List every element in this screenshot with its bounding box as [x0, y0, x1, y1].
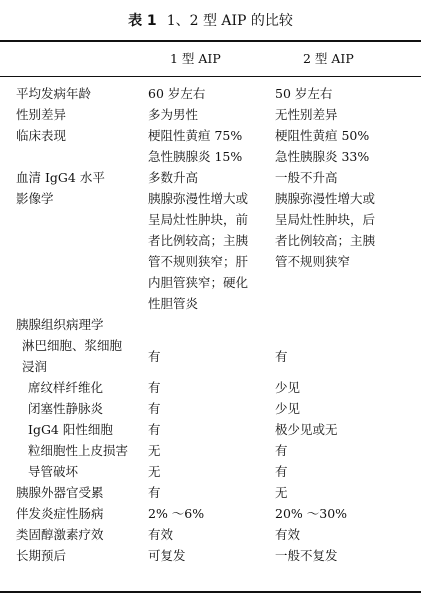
type2-value: 一般不升高: [275, 170, 338, 185]
type2-value-line: 者比例较高；主胰: [275, 233, 376, 248]
table-row: [0, 440, 421, 461]
type2-value: 一般不复发: [275, 548, 338, 563]
type1-value: 有: [148, 422, 161, 437]
row-label: 类固醇激素疗效: [16, 527, 104, 542]
row-label: 导管破坏: [28, 464, 79, 479]
header-cell-empty: [0, 48, 148, 69]
row-label: 平均发病年龄: [16, 86, 92, 101]
table-caption: [0, 0, 421, 30]
type1-value: 有效: [148, 527, 174, 542]
type1-value-line: 管不规则狭窄；肝: [148, 254, 249, 269]
type1-value: 急性胰腺炎 15%: [148, 149, 243, 164]
table-row: [0, 125, 421, 146]
type1-value: 有: [148, 380, 161, 395]
type1-value: 可复发: [148, 548, 186, 563]
type1-value: 无: [148, 443, 161, 458]
table-row: [0, 461, 421, 482]
type2-value-line: 呈局灶性肿块，后: [275, 212, 376, 227]
row-label: [0, 335, 148, 377]
table-row: [0, 188, 421, 314]
table-row: [0, 83, 421, 104]
type1-value-line: 性胆管炎: [148, 296, 199, 311]
row-label: 闭塞性静脉炎: [28, 401, 104, 416]
type2-value: 无: [275, 485, 288, 500]
type2-value: 50 岁左右: [275, 86, 333, 101]
header-type2: 2 型 AIP: [303, 51, 354, 66]
row-label: 胰腺组织病理学: [16, 317, 104, 332]
row-label: 席纹样纤维化: [28, 380, 104, 395]
bottom-rule: [0, 591, 421, 593]
type2-value: 有: [275, 464, 288, 479]
type2-value: 有效: [275, 527, 301, 542]
row-label: 胰腺外器官受累: [16, 485, 104, 500]
type1-value: 多为男性: [148, 107, 199, 122]
table-row: [0, 482, 421, 503]
type1-value-line: 内胆管狭窄；硬化: [148, 275, 249, 290]
type2-value: 20% ～30%: [275, 506, 348, 521]
table-row: [0, 524, 421, 545]
table-row: [0, 419, 421, 440]
type1-value: 60 岁左右: [148, 86, 206, 101]
type1-value: 有: [148, 485, 161, 500]
table-row: [0, 398, 421, 419]
type1-value-line: 呈局灶性肿块，前: [148, 212, 249, 227]
type2-value-line: 管不规则狭窄: [275, 254, 351, 269]
table-title: 1、2 型 AIP 的比较: [166, 13, 293, 29]
header-rule: [0, 76, 421, 77]
type1-value: 有: [148, 348, 161, 364]
table-row: [0, 314, 421, 335]
type1-value-line: 胰腺弥漫性增大或: [148, 191, 249, 206]
row-label: 血清 IgG4 水平: [16, 170, 105, 185]
row-label-line: 浸润: [22, 359, 48, 374]
row-label-line: 淋巴细胞、浆细胞: [22, 338, 123, 353]
table-row: [0, 167, 421, 188]
type1-value: 无: [148, 464, 161, 479]
row-label: 长期预后: [16, 548, 67, 563]
type2-value-line: 胰腺弥漫性增大或: [275, 191, 376, 206]
row-label: [0, 146, 148, 167]
type1-value: 多数升高: [148, 170, 199, 185]
row-label: 伴发炎症性肠病: [16, 506, 104, 521]
row-label: 粒细胞性上皮损害: [28, 443, 129, 458]
row-label: IgG4 阳性细胞: [28, 422, 113, 437]
type2-value: 少见: [275, 380, 301, 395]
type1-value: [148, 188, 275, 314]
header-type1: 1 型 AIP: [170, 51, 221, 66]
type2-value: 有: [275, 443, 288, 458]
type1-value: 梗阻性黄疸 75%: [148, 128, 243, 143]
type2-value: 极少见或无: [275, 422, 338, 437]
type1-value-line: 者比例较高；主胰: [148, 233, 249, 248]
table-number: 表 1: [128, 13, 157, 29]
table-row: [0, 503, 421, 524]
type2-value: [275, 314, 421, 335]
row-label: 影像学: [16, 191, 54, 206]
type1-value: 有: [148, 401, 161, 416]
table-row: [0, 104, 421, 125]
type2-value: 梗阻性黄疸 50%: [275, 128, 370, 143]
row-label: 临床表现: [16, 128, 67, 143]
type1-value: 2% ～6%: [148, 506, 205, 521]
top-rule: [0, 40, 421, 42]
type2-value: [275, 188, 421, 314]
table-row: [0, 545, 421, 566]
type2-value: 无性别差异: [275, 107, 338, 122]
type2-value: 急性胰腺炎 33%: [275, 149, 370, 164]
type2-value: 有: [275, 348, 288, 364]
column-header: [0, 48, 421, 69]
row-label: 性别差异: [16, 107, 67, 122]
table-row: [0, 146, 421, 167]
comparison-table: [0, 83, 421, 566]
table-row: [0, 377, 421, 398]
type2-value: 少见: [275, 401, 301, 416]
type1-value: [148, 314, 275, 335]
table-row: [0, 335, 421, 377]
table-body: [0, 83, 421, 566]
